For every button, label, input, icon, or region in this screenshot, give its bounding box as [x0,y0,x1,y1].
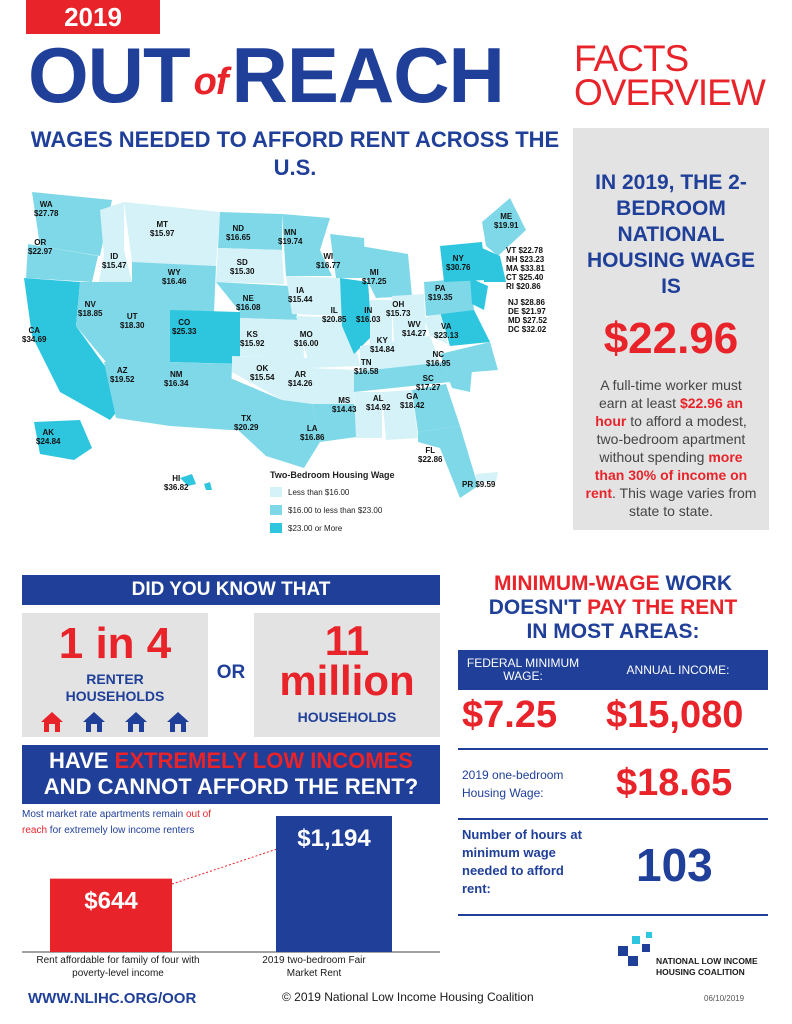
state-label-ks: KS $15.92 [240,330,265,348]
state-label-nd: ND $16.65 [226,224,251,242]
state-label-fl: FL $22.86 [418,446,443,464]
state-label-tn: TN $16.58 [354,358,379,376]
stat-box-1 [22,613,208,737]
footer-url[interactable]: WWW.NLIHC.ORG/OOR [28,990,197,1007]
state-label-nc: NC $16.95 [426,350,451,368]
state-label-wa: WA $27.78 [34,200,59,218]
state-label-in: IN $16.03 [356,306,381,324]
bar-label-2: 2019 two-bedroom Fair Market Rent [262,955,366,979]
national-wage: $22.96 [603,314,739,363]
state-label-id: ID $15.47 [102,252,127,270]
state-label-ca: CA $34.69 [22,326,47,344]
map-legend [270,470,500,539]
national-headline: IN 2019, THE 2-BEDROOM NATIONAL HOUSING WAGE IS [586,171,755,298]
northeast-list: VT $22.78 NH $23.23 MA $33.81 CT $25.40 RI $20.86 [506,246,545,291]
state-label-mi: MI $17.25 [362,268,387,286]
divider [458,914,768,916]
low-income-banner: HAVE EXTREMELY LOW INCOMES AND CANNOT AFFORD THE RENT? [22,745,440,804]
page-title [28,30,504,127]
state-label-ny: NY $30.76 [446,254,471,272]
bar-value-label: $1,194 [297,825,371,852]
state-label-co: CO $25.33 [172,318,197,336]
stat1-value: 1 in 4 [58,619,172,668]
org-name: NATIONAL LOW INCOME HOUSING COALITION [656,956,758,977]
stat2-value: 11 million [279,617,415,704]
rent-note: Most market rate apartments remain out of reach for extremely low income renters [22,809,211,836]
legend-item: $23.00 or More [270,521,500,535]
stat-box-2 [254,613,440,737]
state-label-ne: NE $16.08 [236,294,261,312]
state-label-ms: MS $14.43 [332,396,357,414]
legend-swatch [270,487,282,497]
house-icon [166,711,190,733]
title-of: of [193,61,228,103]
min-wage-title: MINIMUM-WAGE WORK DOESN'T PAY THE RENT IN MOST AREAS: [488,572,738,643]
state-label-wv: WV $14.27 [402,320,427,338]
legend-item: Less than $16.00 [270,485,500,499]
state-label-sc: SC $17.27 [416,374,441,392]
legend-title: Two-Bedroom Housing Wage [270,470,395,480]
nlihc-logo-icon [618,930,658,970]
state-label-me: ME $19.91 [494,212,519,230]
footer-date: 06/10/2019 [704,994,745,1003]
state-label-wy: WY $16.46 [162,268,187,286]
federal-wage: $7.25 [462,694,558,736]
min-wage-header [458,650,768,690]
house-icon [124,711,148,733]
state-label-al: AL $14.92 [366,394,391,412]
legend-swatch [270,505,282,515]
annual-income: $15,080 [606,694,744,736]
state-label-ar: AR $14.26 [288,370,313,388]
national-wage-panel [573,128,769,530]
house-icons [22,711,208,733]
state-label-hi: HI $36.82 [164,474,189,492]
state-label-la: LA $16.86 [300,424,325,442]
state-label-mn: MN $19.74 [278,228,303,246]
national-description: A full-time worker must earn at least $22.96 an hour to afford a modest, two-bedroom apartment without spending more than 30% of income on rent. This wage varies from state to state. [585,377,757,519]
state-label-or: OR $22.97 [28,238,53,256]
title-reach: REACH [231,31,504,119]
state-label-ky: KY $14.84 [370,336,395,354]
state-label-va: VA $23.13 [434,322,459,340]
col-annual: ANNUAL INCOME: [626,663,730,677]
one-bed-wage: $18.65 [616,762,733,804]
divider [458,818,768,820]
bar-value-label: $644 [84,887,138,915]
state-label-ia: IA $15.44 [288,286,313,304]
midatlantic-list: NJ $28.86 DE $21.97 MD $27.52 DC $32.02 [508,298,548,334]
title-out: OUT [28,31,190,119]
one-bed-label: 2019 one-bedroom Housing Wage: [462,768,564,800]
map-shapes [24,192,526,498]
divider [458,748,768,750]
bar-label-1: Rent affordable for family of four with poverty-level income [36,955,200,979]
state-label-pr: PR $9.59 [462,480,496,489]
stat2-label: HOUSEHOLDS [297,709,397,725]
state-label-mo: MO $16.00 [294,330,319,348]
state-label-wi: WI $16.77 [316,252,341,270]
facts-line1: FACTS [574,38,689,79]
house-icon [40,711,64,733]
or-label: OR [216,662,246,683]
house-icon [82,711,106,733]
state-label-nm: NM $16.34 [164,370,189,388]
did-you-know-banner: DID YOU KNOW THAT [22,575,440,605]
state-label-az: AZ $19.52 [110,366,135,384]
state-label-ak: AK $24.84 [36,428,61,446]
state-label-nv: NV $18.85 [78,300,103,318]
state-label-oh: OH $15.73 [386,300,411,318]
state-label-tx: TX $20.29 [234,414,259,432]
footer-copyright: © 2019 National Low Income Housing Coalition [282,990,534,1004]
state-label-ok: OK $15.54 [250,364,275,382]
state-label-ut: UT $18.30 [120,312,145,330]
state-label-mt: MT $15.97 [150,220,175,238]
facts-line2: OVERVIEW [574,72,765,113]
state-label-ga: GA $18.42 [400,392,425,410]
connector-line [172,846,286,884]
legend-item: $16.00 to less than $23.00 [270,503,500,517]
legend-swatch [270,523,282,533]
map-title: WAGES NEEDED TO AFFORD RENT ACROSS THE U.S. [30,127,560,180]
state-label-il: IL $20.85 [322,306,347,324]
col-federal: FEDERAL MINIMUM WAGE: [466,656,580,683]
state-label-sd: SD $15.30 [230,258,255,276]
facts-overview [574,38,765,113]
stat1-label: RENTER HOUSEHOLDS [65,671,165,704]
hours-value: 103 [636,839,713,891]
year-badge: 2019 [26,0,160,34]
state-label-pa: PA $19.35 [428,284,453,302]
hours-label: Number of hours at minimum wage needed to afford rent: [462,827,582,896]
